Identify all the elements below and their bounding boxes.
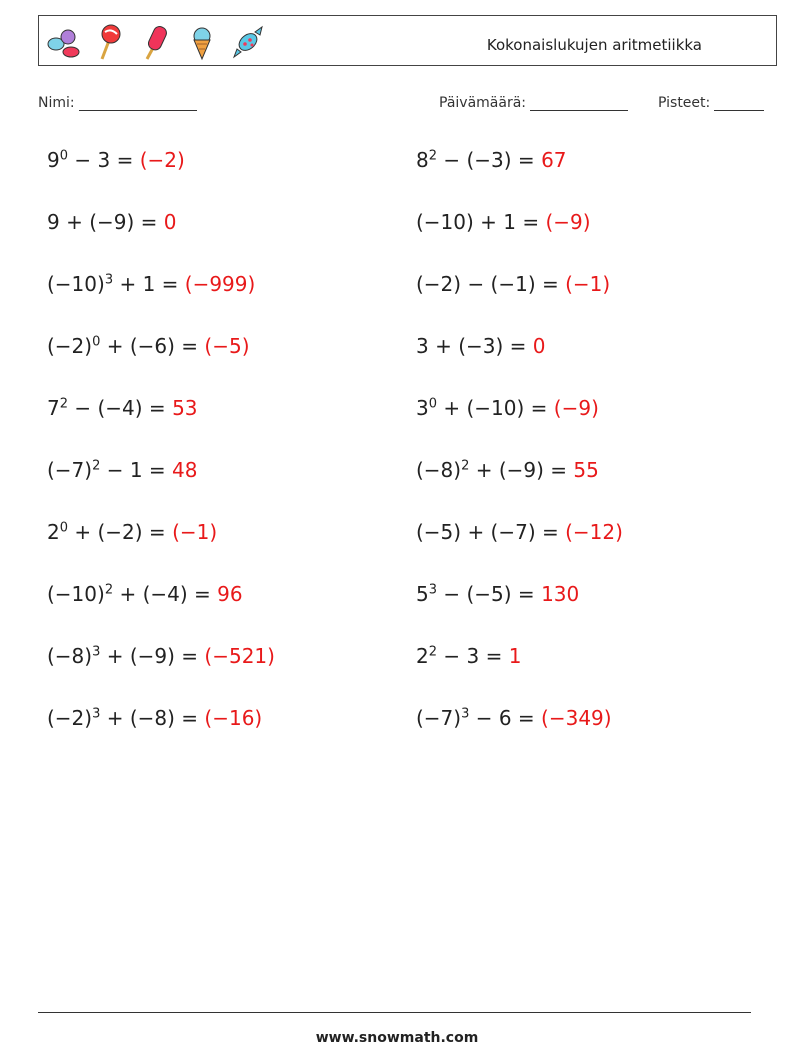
problem-answer: (−2)	[139, 148, 185, 172]
problem-item	[416, 396, 599, 420]
problem-item	[416, 272, 610, 296]
problem-item	[416, 706, 612, 730]
problem-exponent: 3	[92, 644, 101, 660]
problem-item	[47, 706, 262, 730]
problem-base: 3 + (−3) =	[416, 334, 533, 358]
problem-item	[47, 272, 255, 296]
problem-answer: 48	[172, 458, 198, 482]
problem-item	[47, 148, 185, 172]
ice-cream-cone-icon	[183, 22, 221, 62]
problem-answer: (−9)	[553, 396, 599, 420]
problem-answer: (−349)	[541, 706, 612, 730]
problem-answer: 0	[532, 334, 546, 358]
problem-exponent: 2	[428, 644, 438, 660]
problem-item	[47, 520, 217, 544]
problem-exponent: 2	[92, 458, 101, 474]
problem-base: (−2)	[47, 706, 93, 730]
problem-expression: − 6 =	[469, 706, 542, 730]
problem-base: (−8)	[416, 458, 462, 482]
problem-exponent: 2	[59, 396, 69, 412]
problem-item	[416, 210, 591, 234]
page-title: Kokonaislukujen aritmetiikka	[486, 36, 702, 54]
footer-url: www.snowmath.com	[315, 1030, 479, 1046]
problem-exponent: 2	[461, 458, 470, 474]
problem-base: 9	[47, 148, 60, 172]
problem-base: 3	[416, 396, 429, 420]
problem-item	[416, 582, 579, 606]
problem-expression: + (−6) =	[100, 334, 205, 358]
problem-answer: 55	[573, 458, 599, 482]
problem-exponent: 3	[92, 706, 101, 722]
problem-item	[416, 520, 623, 544]
problem-item	[47, 582, 243, 606]
candy-drops-icon	[45, 22, 83, 62]
problem-exponent: 0	[59, 520, 69, 536]
problem-expression: + (−4) =	[113, 582, 218, 606]
problem-answer: (−9)	[545, 210, 591, 234]
problem-answer: (−16)	[204, 706, 263, 730]
problem-base: (−10)	[47, 582, 105, 606]
problem-item	[416, 458, 599, 482]
wrapped-candy-icon	[229, 22, 267, 62]
score-field[interactable]	[658, 95, 764, 111]
date-field[interactable]	[439, 95, 628, 111]
problem-base: 5	[416, 582, 429, 606]
problem-base: 8	[416, 148, 429, 172]
header-box	[38, 15, 777, 66]
problem-base: (−10) + 1 =	[416, 210, 546, 234]
problem-answer: 67	[541, 148, 567, 172]
problem-base: 2	[47, 520, 60, 544]
problem-expression: − 3 =	[437, 644, 509, 668]
name-line[interactable]	[79, 96, 197, 111]
problem-base: (−5) + (−7) =	[416, 520, 566, 544]
header-icons	[45, 22, 267, 62]
problem-expression: + (−9) =	[469, 458, 574, 482]
problem-answer: 0	[163, 210, 177, 234]
problem-base: 7	[47, 396, 60, 420]
problem-answer: (−1)	[172, 520, 218, 544]
problem-expression: − (−3) =	[437, 148, 542, 172]
problem-answer: 1	[508, 644, 522, 668]
problem-base: (−10)	[47, 272, 105, 296]
problem-item	[47, 396, 198, 420]
problem-expression: + (−2) =	[68, 520, 173, 544]
problem-item	[416, 334, 546, 358]
score-label: Pisteet:	[658, 95, 711, 111]
problem-expression: − 3 =	[68, 148, 140, 172]
problem-base: (−2)	[47, 334, 93, 358]
problem-exponent: 3	[428, 582, 438, 598]
problem-expression: + 1 =	[113, 272, 185, 296]
date-label: Päivämäärä:	[439, 95, 526, 111]
problem-item	[47, 210, 177, 234]
problem-answer: (−521)	[204, 644, 275, 668]
problem-expression: + (−8) =	[100, 706, 205, 730]
problem-answer: 130	[541, 582, 580, 606]
lollipop-icon	[91, 22, 129, 62]
problem-answer: (−1)	[565, 272, 611, 296]
score-line[interactable]	[714, 96, 764, 111]
problem-base: (−2) − (−1) =	[416, 272, 566, 296]
date-line[interactable]	[530, 96, 628, 111]
footer-divider	[38, 1012, 751, 1013]
problem-exponent: 2	[428, 148, 438, 164]
problem-item	[47, 644, 275, 668]
problem-exponent: 2	[104, 582, 114, 598]
problem-item	[47, 458, 198, 482]
problem-item	[416, 148, 567, 172]
problem-base: (−7)	[416, 706, 462, 730]
problem-base: (−7)	[47, 458, 93, 482]
name-label: Nimi:	[38, 95, 75, 111]
problem-exponent: 3	[461, 706, 470, 722]
problem-expression: − (−5) =	[437, 582, 542, 606]
problem-exponent: 3	[104, 272, 114, 288]
problem-exponent: 0	[59, 148, 69, 164]
problem-answer: (−5)	[204, 334, 250, 358]
problem-expression: − (−4) =	[68, 396, 173, 420]
problem-answer: (−12)	[565, 520, 623, 544]
popsicle-icon	[137, 22, 175, 62]
problem-answer: (−999)	[184, 272, 256, 296]
name-field[interactable]	[38, 95, 197, 111]
problem-exponent: 0	[428, 396, 438, 412]
problem-item	[47, 334, 250, 358]
problem-expression: + (−9) =	[100, 644, 205, 668]
problem-expression: + (−10) =	[437, 396, 554, 420]
problem-base: 9 + (−9) =	[47, 210, 164, 234]
problem-base: 2	[416, 644, 429, 668]
problem-answer: 53	[172, 396, 198, 420]
problem-expression: − 1 =	[100, 458, 173, 482]
problem-item	[416, 644, 521, 668]
problem-base: (−8)	[47, 644, 93, 668]
problem-exponent: 0	[92, 334, 101, 350]
problem-answer: 96	[217, 582, 243, 606]
